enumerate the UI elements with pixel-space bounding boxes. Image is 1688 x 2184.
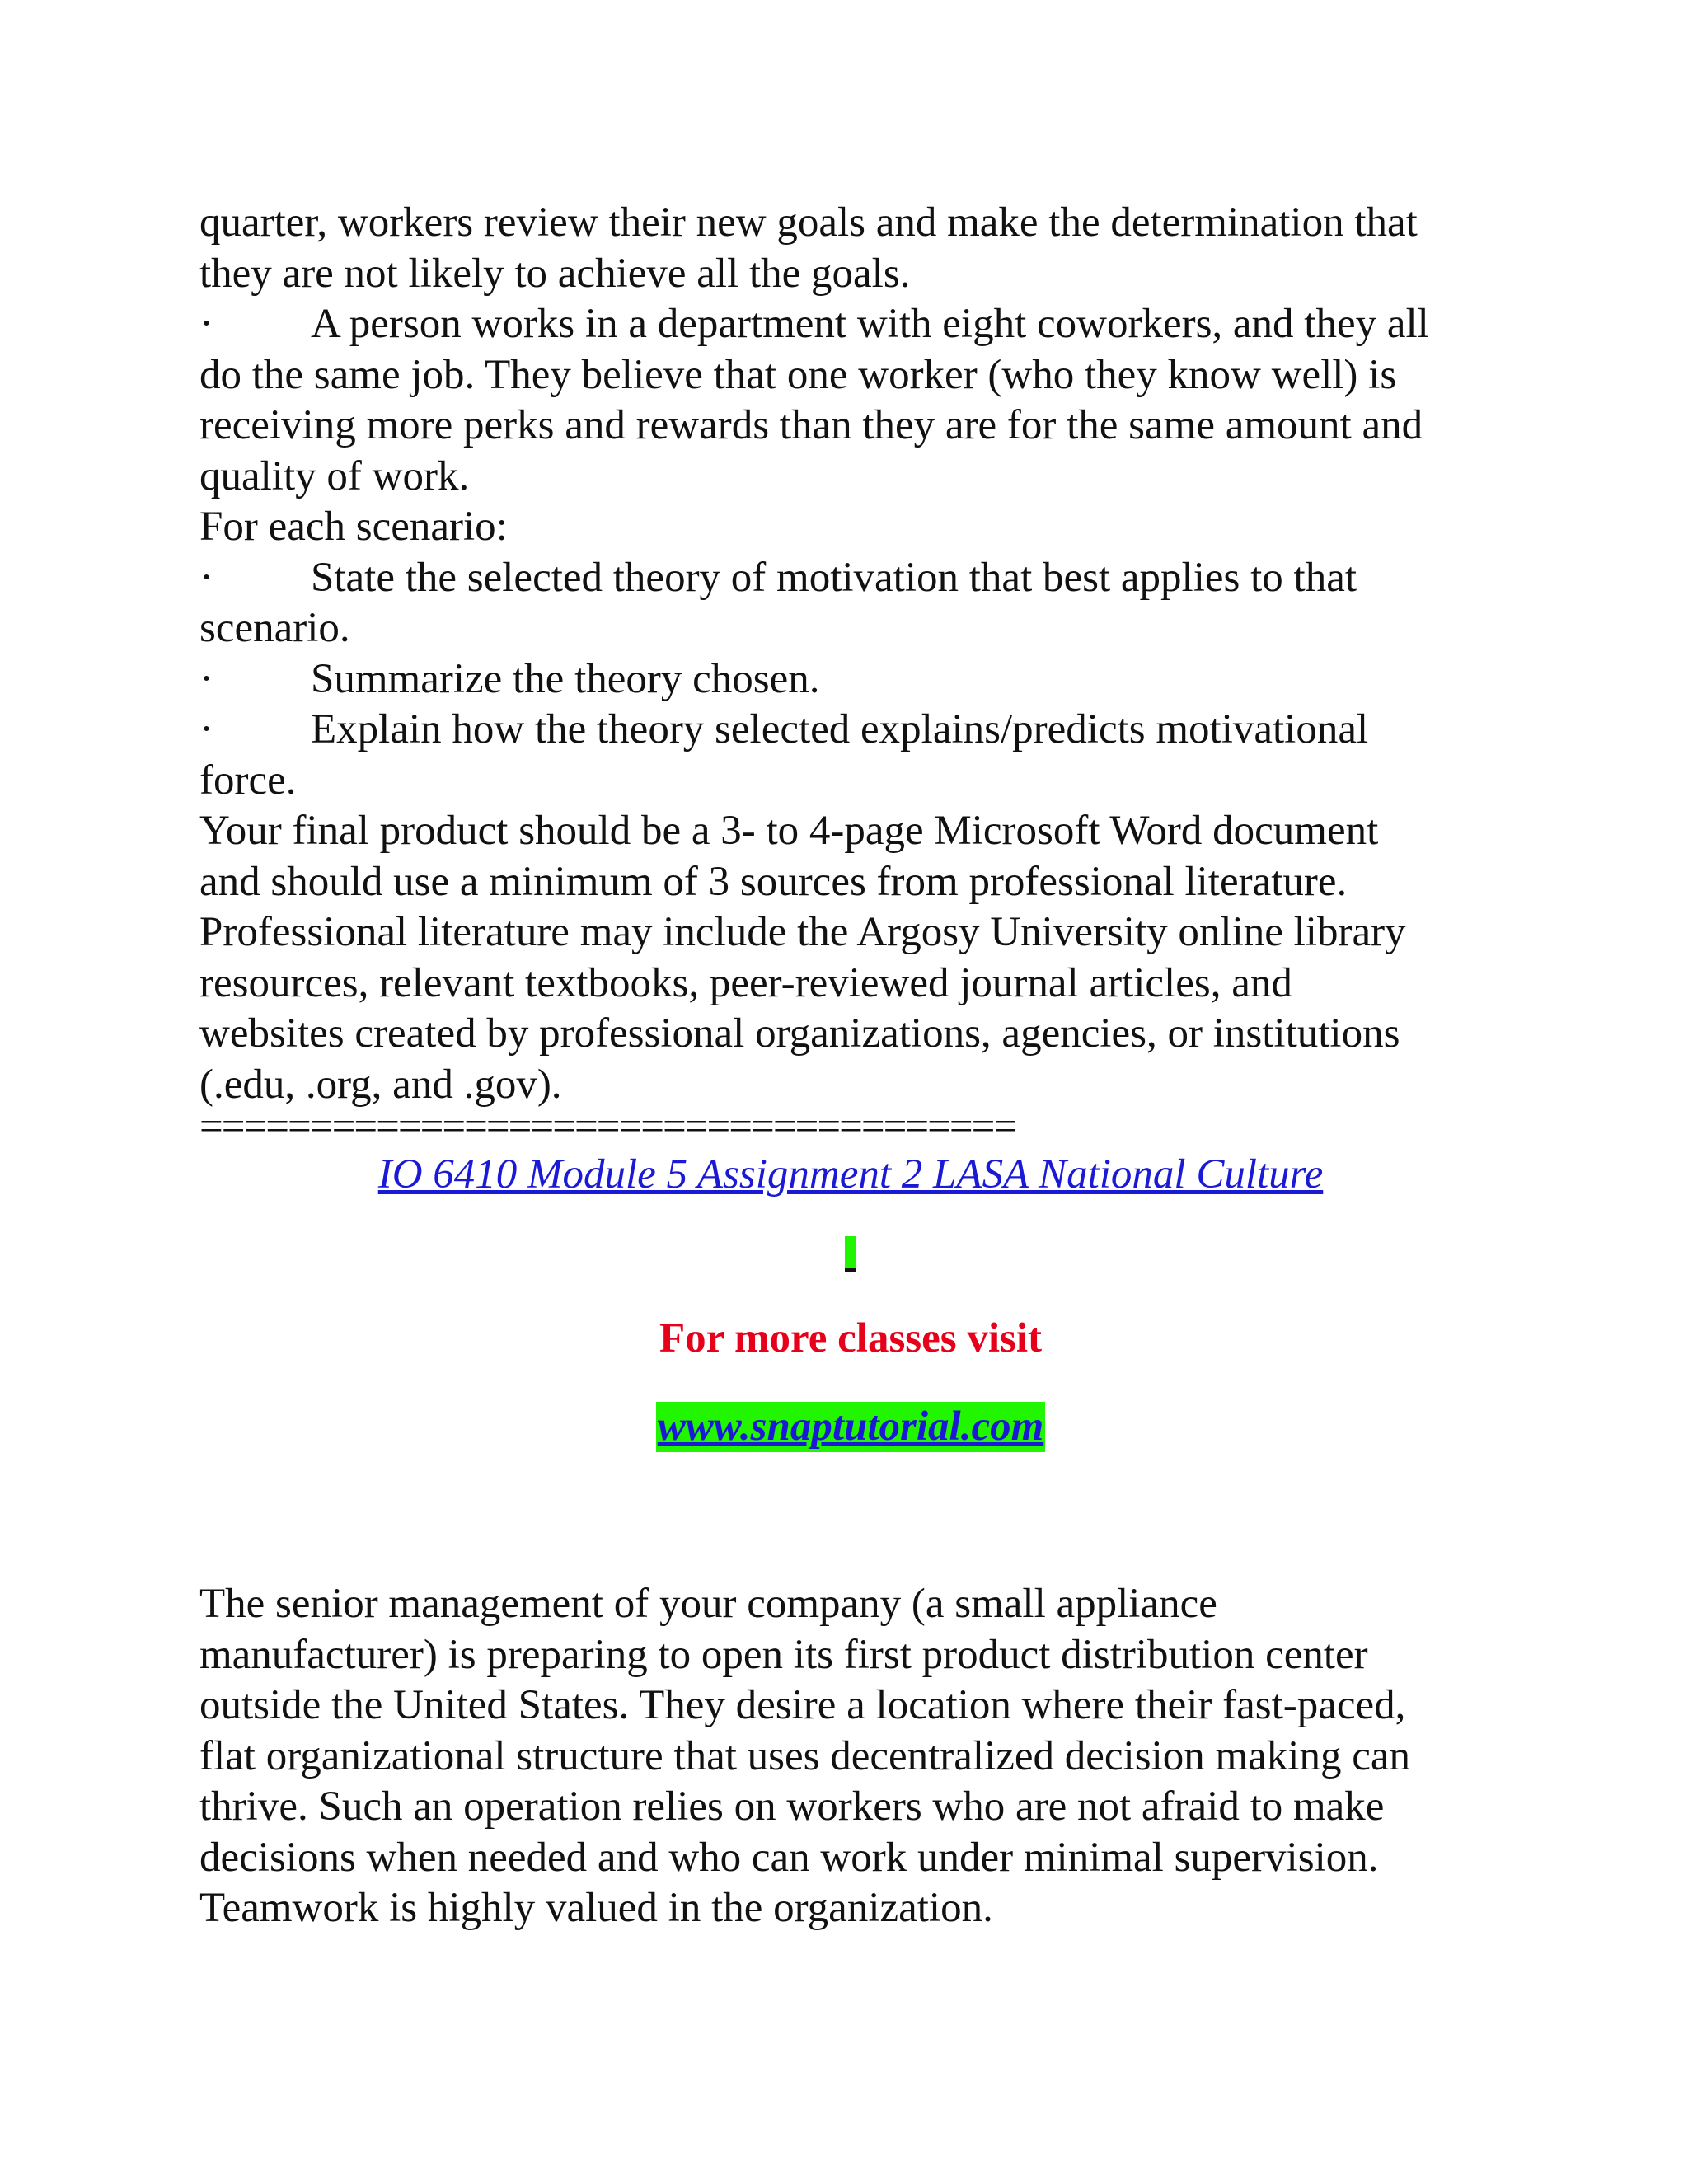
paragraph-line: decisions when needed and who can work under minimal supervision. — [199, 1834, 1379, 1881]
separator-rule: ===================================== — [199, 1110, 1016, 1143]
bullet-text: A person works in a department with eight coworkers, and they all — [311, 301, 1429, 347]
paragraph-line: they are not likely to achieve all the goals. — [199, 250, 911, 297]
green-highlight-marker — [845, 1236, 856, 1272]
paragraph-line: Your final product should be a 3- to 4-page Microsoft Word document — [199, 808, 1379, 854]
paragraph-line: outside the United States. They desire a location where their fast-paced, — [199, 1682, 1406, 1728]
paragraph-line: manufacturer) is preparing to open its first product distribution center — [199, 1631, 1368, 1678]
bullet-text: Explain how the theory selected explains/predicts motivational — [311, 706, 1369, 752]
site-link[interactable]: www.snaptutorial.com — [656, 1402, 1046, 1452]
paragraph-line: Professional literature may include the Argosy University online library — [199, 909, 1406, 955]
visit-text: For more classes visit — [659, 1315, 1043, 1361]
top-paragraph — [199, 198, 1502, 299]
paragraph-line: websites created by professional organizations, agencies, or institutions — [199, 1010, 1400, 1057]
scenario-bullet — [199, 299, 1502, 502]
paragraph-line: do the same job. They believe that one worker (who they know well) is — [199, 351, 1397, 398]
bullet-line — [199, 705, 1502, 756]
paragraph-line: and should use a minimum of 3 sources from professional literature. — [199, 858, 1348, 905]
paragraph-line: flat organizational structure that uses decentralized decision making can — [199, 1732, 1410, 1779]
assignment-title-link[interactable]: IO 6410 Module 5 Assignment 2 LASA National Culture — [377, 1151, 1324, 1197]
bullet-line — [199, 299, 1502, 350]
bullet-line — [199, 553, 1502, 604]
paragraph-line: scenario. — [199, 605, 350, 651]
paragraph-line: receiving more perks and rewards than they are for the same amount and — [199, 402, 1423, 448]
final-paragraph — [199, 806, 1502, 1110]
paragraph-line: quality of work. — [199, 452, 470, 499]
bullet-dot: · — [199, 301, 213, 347]
paragraph-line: resources, relevant textbooks, peer-reviewed journal articles, and — [199, 959, 1292, 1006]
paragraph-line: The senior management of your company (a small appliance — [199, 1581, 1217, 1627]
green-marker-row — [199, 1236, 1502, 1281]
paragraph-line: thrive. Such an operation relies on workers who are not afraid to make — [199, 1783, 1385, 1830]
bullet-text: State the selected theory of motivation that best applies to that — [311, 554, 1357, 601]
bullet-dot: · — [199, 554, 213, 601]
paragraph-line: (.edu, .org, and .gov). — [199, 1061, 562, 1108]
site-link-row — [199, 1402, 1502, 1452]
for-each-heading: For each scenario: — [199, 504, 508, 550]
bullet-dot: · — [199, 655, 213, 702]
bullet-text: Summarize the theory chosen. — [311, 655, 820, 702]
instruction-bullets — [199, 553, 1502, 807]
paragraph-line: Teamwork is highly valued in the organization. — [199, 1885, 993, 1931]
document-page — [199, 198, 1502, 1934]
bullet-dot: · — [199, 706, 213, 752]
paragraph-line: force. — [199, 757, 297, 804]
bullet-line — [199, 654, 1502, 705]
bottom-paragraph — [199, 1579, 1502, 1934]
paragraph-line: quarter, workers review their new goals and make the determination that — [199, 199, 1418, 246]
